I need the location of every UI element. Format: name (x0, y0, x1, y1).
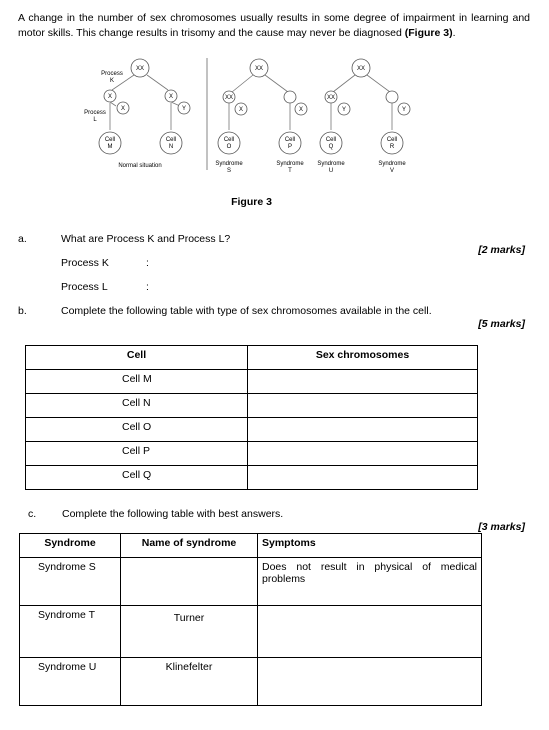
cell-name: Cell P (26, 442, 248, 466)
right-gamete-label-6: Y (401, 107, 407, 113)
syndrome-name-cell: Klinefelter (121, 658, 258, 706)
syndrome-u-word: Syndrome (317, 161, 345, 167)
syndrome-cell: Syndrome U (20, 658, 121, 706)
right-gamete-label-2: X (238, 107, 244, 113)
cell-o-letter: O (226, 144, 232, 150)
cell-n-letter: N (168, 144, 174, 150)
gamete-label-3: X (120, 106, 126, 112)
syndrome-t-letter: T (288, 168, 292, 174)
right-parent-1-label: XX (254, 66, 264, 72)
syndrome-v-letter: V (389, 168, 395, 174)
question-a-text: What are Process K and Process L? (61, 233, 231, 245)
header-symptoms: Symptoms (258, 534, 482, 558)
cell-q-letter: Q (328, 144, 334, 150)
table-row (26, 394, 478, 418)
gamete-label-2: X (168, 94, 174, 100)
cell-q-circle (320, 132, 342, 154)
question-a-marks: [2 marks] (478, 244, 525, 256)
question-c-marks: [3 marks] (478, 521, 525, 533)
cell-r-letter: R (389, 144, 395, 150)
question-b-marks: [5 marks] (478, 318, 525, 330)
table-row (26, 442, 478, 466)
cell-o-word: Cell (223, 137, 235, 143)
syndrome-cell: Syndrome T (20, 606, 121, 658)
cell-name: Cell O (26, 418, 248, 442)
cell-o-circle (218, 132, 240, 154)
answer-cell[interactable] (248, 394, 478, 418)
cell-name: Cell N (26, 394, 248, 418)
right-gamete-label-5: Y (341, 107, 347, 113)
cell-m-circle (99, 132, 121, 154)
intro-paragraph (18, 11, 530, 41)
right-gamete-label-1: XX (224, 95, 234, 101)
table-row (20, 606, 482, 658)
syndrome-v-word: Syndrome (378, 161, 406, 167)
cell-p-word: Cell (284, 137, 296, 143)
process-k-letter: K (109, 78, 115, 84)
table-row (26, 466, 478, 490)
question-b-text: Complete the following table with type of sex chromosomes available in the cell. (61, 305, 432, 317)
syndrome-name-cell[interactable] (121, 558, 258, 606)
left-parent-label: XX (135, 66, 145, 72)
cell-m-letter: M (107, 144, 113, 150)
question-a-letter: a. (18, 233, 27, 245)
header-sex-chromosomes: Sex chromosomes (248, 346, 478, 370)
cell-m-word: Cell (104, 137, 116, 143)
table-row (20, 558, 482, 606)
figure-caption: Figure 3 (231, 196, 272, 208)
table-row (20, 658, 482, 706)
cell-r-word: Cell (386, 137, 398, 143)
intro-period: . (452, 27, 456, 39)
intro-text: A change in the number of sex chromosomes usually results in some degree of impairment in learning and motor skills. This change results in trisomy and the cause may never be diagnosed (18, 12, 530, 39)
syndrome-s-word: Syndrome (215, 161, 243, 167)
cell-chromosome-table (25, 345, 478, 490)
symptoms-cell[interactable] (258, 658, 482, 706)
question-c-text: Complete the following table with best answers. (62, 508, 284, 520)
symptoms-cell: Does not result in physical of medical problems (258, 558, 482, 606)
process-l-colon: : (146, 281, 149, 293)
figure-3-diagram (0, 50, 549, 190)
cell-p-circle (279, 132, 301, 154)
syndrome-t-word: Syndrome (276, 161, 304, 167)
gamete-label-1: X (107, 94, 113, 100)
right-gamete-label-4: X (298, 107, 304, 113)
header-cell: Cell (26, 346, 248, 370)
process-k-answer-label: Process K (61, 257, 109, 269)
cell-name: Cell M (26, 370, 248, 394)
answer-cell[interactable] (248, 442, 478, 466)
answer-cell[interactable] (248, 370, 478, 394)
cell-p-letter: P (287, 144, 293, 150)
process-k-label: Process (101, 71, 123, 77)
table-header-row (20, 534, 482, 558)
right-gamete-label-3: XX (326, 95, 336, 101)
answer-cell[interactable] (248, 466, 478, 490)
answer-cell[interactable] (248, 418, 478, 442)
syndrome-name-cell: Turner (121, 606, 258, 658)
normal-situation-label: Normal situation (118, 163, 162, 169)
table-row (26, 418, 478, 442)
question-b-letter: b. (18, 305, 27, 317)
syndrome-u-letter: U (328, 168, 334, 174)
cell-n-word: Cell (165, 137, 177, 143)
cell-n-circle (160, 132, 182, 154)
syndrome-cell: Syndrome S (20, 558, 121, 606)
right-parent-2-label: XX (356, 66, 366, 72)
process-k-colon: : (146, 257, 149, 269)
symptoms-cell[interactable] (258, 606, 482, 658)
syndrome-s-letter: S (226, 168, 232, 174)
table-header-row (26, 346, 478, 370)
figure-reference: (Figure 3) (404, 27, 453, 39)
process-l-answer-label: Process L (61, 281, 108, 293)
syndrome-table (19, 533, 482, 706)
process-l-label: Process (84, 110, 106, 116)
table-row (26, 370, 478, 394)
process-l-letter: L (93, 117, 97, 123)
header-name-of-syndrome: Name of syndrome (121, 534, 258, 558)
cell-q-word: Cell (325, 137, 337, 143)
cell-name: Cell Q (26, 466, 248, 490)
header-syndrome: Syndrome (20, 534, 121, 558)
cell-r-circle (381, 132, 403, 154)
gamete-label-4: Y (181, 106, 187, 112)
question-c-letter: c. (28, 508, 37, 520)
